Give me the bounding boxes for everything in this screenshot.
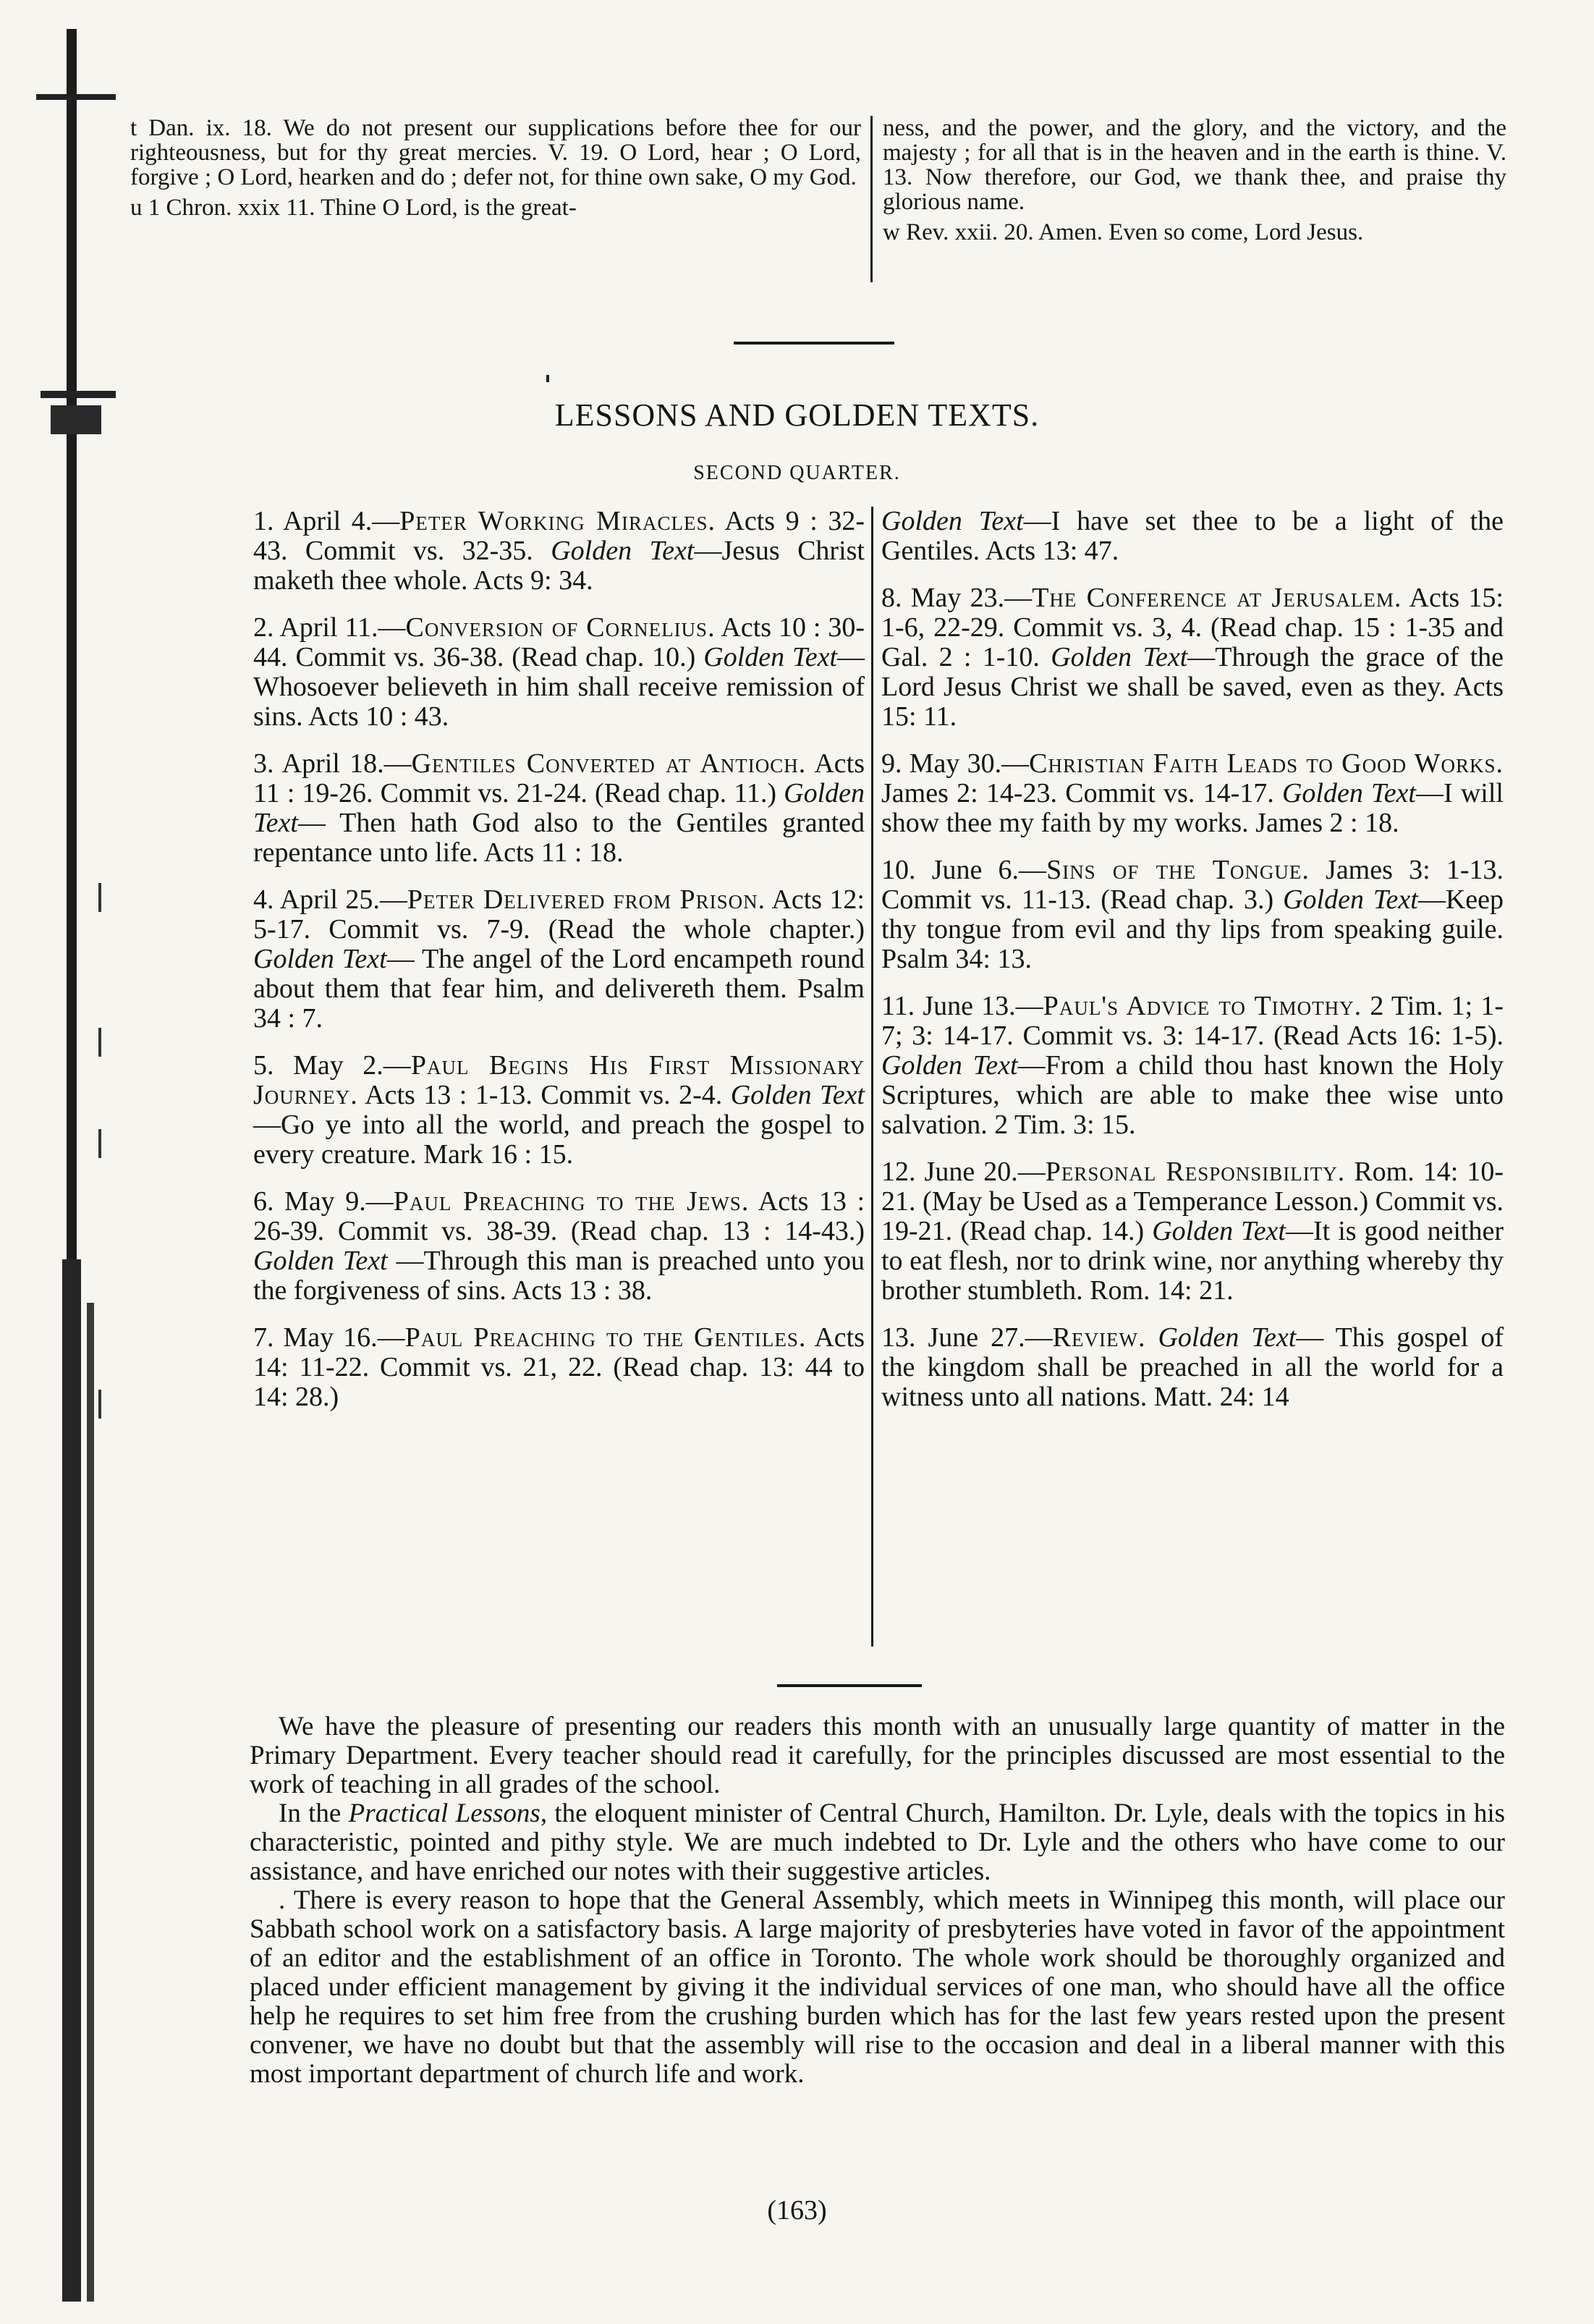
- lesson-reference: Rom. 14: 10-21. (May be Used as a Temperance Lesson.) Commit vs. 19-21. (Read chap. 14.): [881, 1157, 1504, 1246]
- lessons-column-divider: [871, 507, 873, 1647]
- lesson-heading: Personal Responsibility.: [1045, 1157, 1346, 1187]
- lesson-heading: Paul Preaching to the Jews.: [393, 1186, 750, 1217]
- footnote-u-continued: ness, and the power, and the glory, and the victory, and the majesty ; for all that is in the heaven and in the earth is thine. V. 13. Now therefore, our God, we thank thee, and praise thy glorious name.: [883, 115, 1506, 215]
- lesson-date: May 9.—: [284, 1186, 394, 1217]
- lesson-heading: Paul Preaching to the Gentiles.: [404, 1322, 807, 1353]
- lesson-reference: Acts 10 : 30-44. Commit vs. 36-38. (Read chap. 10.): [253, 612, 865, 672]
- lesson-number: 7.: [253, 1322, 274, 1353]
- golden-text: — The angel of the Lord encampeth round about them that fear him, and delivereth them. Psalm 34 : 7.: [253, 944, 865, 1034]
- lesson-entry: [253, 507, 865, 596]
- footnotes-left: [130, 116, 861, 226]
- lesson-entry: [881, 1323, 1504, 1412]
- golden-text-label: Golden Text: [1283, 884, 1418, 915]
- lesson-number: 1.: [253, 506, 274, 536]
- lesson-number: 10.: [881, 855, 916, 885]
- lesson-entry: [881, 855, 1504, 974]
- lesson-reference: Acts 13 : 1-13. Commit vs. 2-4.: [357, 1080, 731, 1110]
- binding-edge: [22, 29, 130, 2302]
- lesson-date: May 30.—: [909, 748, 1030, 779]
- lesson-entry: [253, 613, 865, 732]
- section-rule-top: [734, 342, 894, 345]
- lesson-entry: [881, 992, 1504, 1140]
- lesson-reference: [1145, 1322, 1158, 1353]
- lesson-heading: Christian Faith Leads to Good Works.: [1029, 748, 1504, 779]
- golden-text-label: Golden Text: [881, 1050, 1018, 1081]
- lesson-heading: Gentiles Converted at Antioch.: [411, 748, 807, 779]
- golden-text-label: Golden Text: [253, 1246, 388, 1276]
- editorial-paragraph: [250, 1799, 1505, 1886]
- lesson-date: April 18.—: [281, 748, 412, 779]
- lesson-entry: [881, 749, 1504, 838]
- editorial-notes: [250, 1712, 1505, 2089]
- lesson-number: 6.: [253, 1186, 274, 1217]
- lesson-number: 9.: [881, 748, 902, 779]
- golden-text-label: Golden Text: [881, 506, 1024, 536]
- section-subtitle: SECOND QUARTER.: [693, 462, 901, 484]
- golden-text: —I have set thee to be a light of the Gentiles. Acts 13: 47.: [881, 506, 1504, 566]
- golden-text: —It is good neither to eat flesh, nor to drink wine, nor anything whereby thy brother stumbleth. Rom. 14: 21.: [881, 1216, 1504, 1306]
- lesson-heading: Paul Begins His First Missionary Journey.: [253, 1050, 865, 1110]
- golden-text-label: Golden Text: [551, 536, 695, 566]
- lesson-number: 11.: [881, 991, 915, 1021]
- lesson-entry: [253, 749, 865, 868]
- lesson-reference: Acts 13 : 26-39. Commit vs. 38-39. (Read chap. 13 : 14-43.): [253, 1186, 865, 1246]
- lesson-date: May 16.—: [283, 1322, 405, 1353]
- lesson-heading: Conversion of Cornelius.: [405, 612, 716, 643]
- golden-text-label: Golden Text: [703, 642, 837, 672]
- lesson-date: May 23.—: [910, 583, 1033, 613]
- golden-text: —Through the grace of the Lord Jesus Christ we shall be saved, even as they. Acts 15: 11.: [881, 642, 1504, 732]
- lesson-date: June 27.—: [928, 1322, 1053, 1353]
- golden-text: — Then hath God also to the Gentiles granted repentance unto life. Acts 11 : 18.: [253, 808, 865, 868]
- lesson-heading: Peter Working Miracles.: [399, 506, 716, 536]
- golden-text-label: Golden Text: [1152, 1216, 1286, 1246]
- golden-text-label: Golden Text: [1158, 1322, 1297, 1353]
- lesson-entry: [253, 885, 865, 1034]
- editorial-paragraph: We have the pleasure of presenting our readers this month with an unusually large quantity of matter in the Primary Department. Every teacher should read it carefully, for the principles discussed are most essential to the work of teaching in all grades of the school.: [250, 1712, 1505, 1799]
- lesson-continuation: [881, 507, 1504, 566]
- lesson-heading: Review.: [1052, 1322, 1146, 1353]
- lesson-reference: 2 Tim. 1; 1-7; 3: 14-17. Commit vs. 3: 14-17. (Read Acts 16: 1-5).: [881, 991, 1504, 1051]
- footnote-t: t Dan. ix. 18. We do not present our supplications before thee for our righteousness, but for thy great mercies. V. 19. O Lord, hear ; O Lord, forgive ; O Lord, hearken and do ; defer not, for thine own sake, O my God.: [130, 115, 861, 190]
- lesson-heading: The Conference at Jerusalem.: [1032, 583, 1402, 613]
- golden-text: —From a child thou hast known the Holy Scriptures, which are able to make thee wise unto salvation. 2 Tim. 3: 15.: [881, 1050, 1504, 1140]
- golden-text-label: Golden Text: [253, 944, 387, 974]
- lesson-number: 12.: [881, 1157, 916, 1187]
- golden-text: —Go ye into all the world, and preach the gospel to every creature. Mark 16 : 15.: [253, 1110, 865, 1170]
- lesson-reference: Acts 12: 5-17. Commit vs. 7-9. (Read the whole chapter.): [253, 884, 865, 945]
- section-rule-bottom: [777, 1684, 922, 1687]
- editorial-paragraph: . There is every reason to hope that the General Assembly, which meets in Winnipeg this month, will place our Sabbath school work on a satisfactory basis. A large majority of presbyteries have voted in favor of the appointment of an editor and the establishment of an office in Toronto. The whole work should be thoroughly organized and placed under efficient management by giving it the individual services of one man, who should have all the office help he requires to set him free from the crushing burden which has for the last few years rested upon the present convener, we have no doubt but that the assembly will rise to the occasion and deal in a liberal manner with this most important department of church life and work.: [250, 1885, 1505, 2089]
- footnote-u: u 1 Chron. xxix 11. Thine O Lord, is the great-: [130, 195, 577, 221]
- golden-text-label: Golden Text: [1281, 778, 1416, 808]
- lesson-heading: Peter Delivered from Prison.: [407, 884, 766, 915]
- lesson-reference: James 3: 1-13. Commit vs. 11-13. (Read chap. 3.): [881, 855, 1504, 915]
- lesson-date: June 20.—: [924, 1157, 1046, 1187]
- lesson-reference: Acts 9 : 32-43. Commit vs. 32-35.: [253, 506, 865, 566]
- lesson-number: 3.: [253, 748, 274, 779]
- lesson-reference: Acts 11 : 19-26. Commit vs. 21-24. (Read chap. 11.): [253, 748, 865, 808]
- lesson-reference: James 2: 14-23. Commit vs. 14-17.: [881, 778, 1282, 808]
- ink-mark: [546, 375, 549, 382]
- lesson-reference: Acts 14: 11-22. Commit vs. 21, 22. (Read chap. 13: 44 to 14: 28.): [253, 1322, 865, 1412]
- editorial-text: , the eloquent minister of Central Church, Hamilton. Dr. Lyle, deals with the topics in his characteristic, pointed and pithy style. We are much indebted to Dr. Lyle and the others who have come to our assistance, and have enriched our notes with their suggestive articles.: [250, 1799, 1505, 1886]
- lesson-number: 5.: [253, 1050, 274, 1081]
- lesson-number: 4.: [253, 884, 274, 915]
- golden-text-label: Golden Text: [1051, 642, 1188, 672]
- editorial-text: In the: [279, 1799, 349, 1828]
- page-number: (163): [767, 2195, 827, 2226]
- golden-text-label: Golden Text: [730, 1080, 865, 1110]
- golden-text: —I will show thee my faith by my works. James 2 : 18.: [881, 778, 1504, 838]
- footnotes-right: [883, 116, 1506, 250]
- lesson-number: 13.: [881, 1322, 916, 1353]
- lesson-heading: Sins of the Tongue.: [1046, 855, 1310, 885]
- lesson-date: June 6.—: [931, 855, 1047, 885]
- lesson-number: 8.: [881, 583, 902, 613]
- lesson-date: May 2.—: [293, 1050, 411, 1081]
- footnote-w: w Rev. xxii. 20. Amen. Even so come, Lord Jesus.: [883, 219, 1364, 245]
- lessons-right-column: [881, 507, 1504, 1429]
- lesson-heading: Paul's Advice to Timothy.: [1043, 991, 1362, 1021]
- golden-text-label: Golden Text: [253, 778, 865, 838]
- lesson-date: April 11.—: [279, 612, 406, 643]
- lesson-entry: [881, 1157, 1504, 1306]
- golden-text: —Keep thy tongue from evil and thy lips from speaking guile. Psalm 34: 13.: [881, 884, 1504, 974]
- practical-lessons-title: Practical Lessons: [348, 1799, 540, 1828]
- lesson-reference: Acts 15: 1-6, 22-29. Commit vs. 3, 4. (Read chap. 15 : 1-35 and Gal. 2 : 1-10.: [881, 583, 1504, 672]
- lessons-left-column: [253, 507, 865, 1429]
- lesson-number: 2.: [253, 612, 274, 643]
- golden-text: — This gospel of the kingdom shall be preached in all the world for a witness unto all nations. Matt. 24: 14: [881, 1322, 1504, 1412]
- lesson-date: April 4.—: [282, 506, 400, 536]
- lesson-entry: [881, 583, 1504, 732]
- lesson-entry: [253, 1051, 865, 1170]
- golden-text: —Whosoever believeth in him shall receive remission of sins. Acts 10 : 43.: [253, 642, 865, 732]
- lesson-date: June 13.—: [923, 991, 1043, 1021]
- lesson-entry: [253, 1323, 865, 1412]
- lesson-date: April 25.—: [279, 884, 407, 915]
- golden-text: —Jesus Christ maketh thee whole. Acts 9: 34.: [253, 536, 865, 596]
- lesson-entry: [253, 1187, 865, 1306]
- golden-text: —Through this man is preached unto you the forgiveness of sins. Acts 13 : 38.: [253, 1246, 865, 1306]
- section-title: LESSONS AND GOLDEN TEXTS.: [554, 397, 1040, 433]
- footnote-column-divider: [870, 116, 873, 282]
